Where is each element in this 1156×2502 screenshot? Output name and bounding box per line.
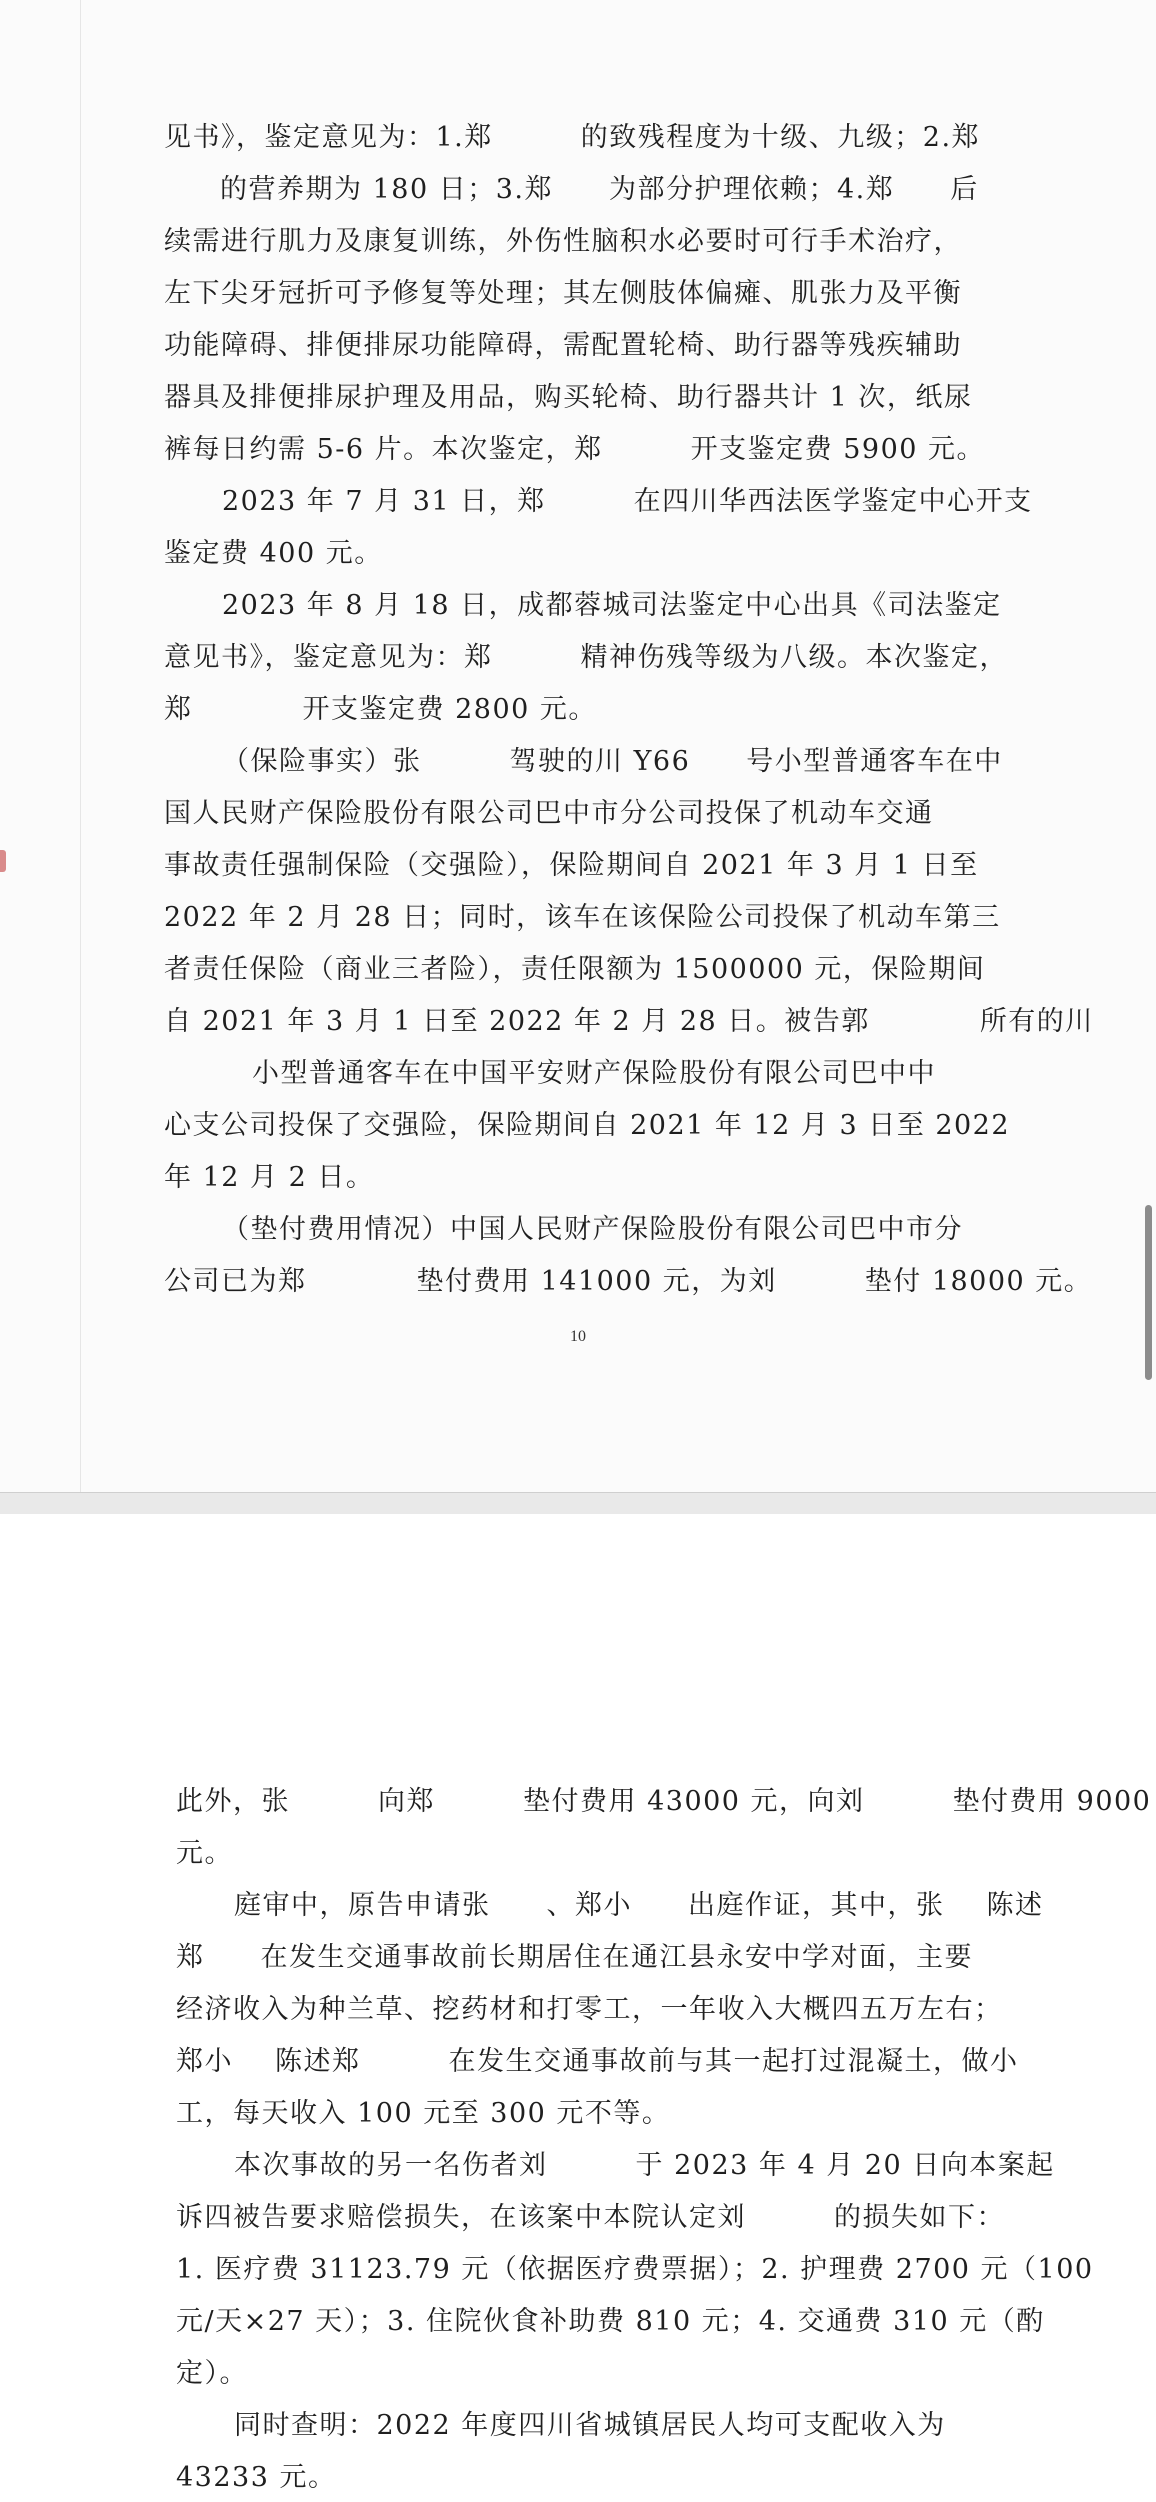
page1-line-18: 自 2021 年 3 月 1 日至 2022 年 2 月 28 日。被告郭 所有的川: [164, 1006, 1094, 1037]
page2-line-6: 郑小 陈述郑 在发生交通事故前与其一起打过混凝土，做小: [176, 2046, 1019, 2077]
page1-line-10: 2023 年 8 月 18 日，成都蓉城司法鉴定中心出具《司法鉴定: [222, 590, 1002, 621]
page2-line-3: 庭审中，原告申请张 、郑小 出庭作证，其中，张 陈述: [234, 1890, 1044, 1921]
page-separator: [0, 1492, 1156, 1516]
margin-mark: [0, 850, 6, 872]
page2-line-4: 郑 在发生交通事故前长期居住在通江县永安中学对面，主要: [176, 1942, 973, 1973]
page1-line-2: 的营养期为 180 日；3.郑 为部分护理依赖；4.郑 后: [220, 174, 979, 205]
page1-line-19: 小型普通客车在中国平安财产保险股份有限公司巴中中: [252, 1058, 936, 1089]
page1-line-22: （垫付费用情况）中国人民财产保险股份有限公司巴中市分: [222, 1214, 963, 1245]
page1-line-12: 郑 开支鉴定费 2800 元。: [164, 694, 597, 725]
vertical-scrollbar[interactable]: [1145, 1205, 1152, 1380]
page-edge-line: [80, 0, 81, 1492]
page1-line-3: 续需进行肌力及康复训练，外伤性脑积水必要时可行手术治疗，: [164, 226, 962, 257]
page1-line-16: 2022 年 2 月 28 日；同时，该车在该保险公司投保了机动车第三: [164, 902, 1001, 933]
page2-line-8: 本次事故的另一名伤者刘 于 2023 年 4 月 20 日向本案起: [234, 2150, 1055, 2181]
page2-line-9: 诉四被告要求赔偿损失，在该案中本院认定刘 的损失如下：: [176, 2202, 1005, 2233]
page2-line-2: 元。: [176, 1838, 233, 1869]
page1-line-13: （保险事实）张 驾驶的川 Y66 号小型普通客车在中: [222, 746, 1003, 777]
page1-line-23: 公司已为郑 垫付费用 141000 元，为刘 垫付 18000 元。: [164, 1266, 1093, 1297]
page2-line-13: 同时查明：2022 年度四川省城镇居民人均可支配收入为: [234, 2410, 946, 2441]
page1-line-4: 左下尖牙冠折可予修复等处理；其左侧肢体偏瘫、肌张力及平衡: [164, 278, 962, 309]
page1-line-17: 者责任保险（商业三者险），责任限额为 1500000 元，保险期间: [164, 954, 986, 985]
page2-line-1: 此外，张 向郑 垫付费用 43000 元，向刘 垫付费用 9000: [176, 1786, 1152, 1817]
page2-line-5: 经济收入为种兰草、挖药材和打零工，一年收入大概四五万左右；: [176, 1994, 1003, 2025]
document-page-2: [0, 1514, 1156, 2502]
page2-line-10: 1. 医疗费 31123.79 元（依据医疗费票据）；2. 护理费 2700 元（100: [176, 2254, 1094, 2285]
page2-line-11: 元/天×27 天）；3. 住院伙食补助费 810 元；4. 交通费 310 元（酌: [176, 2306, 1045, 2337]
page1-line-20: 心支公司投保了交强险，保险期间自 2021 年 12 月 3 日至 2022: [164, 1110, 1011, 1141]
page2-line-14: 43233 元。: [176, 2462, 337, 2493]
page2-line-12: 定）。: [176, 2358, 248, 2389]
page1-line-7: 裤每日约需 5-6 片。本次鉴定，郑 开支鉴定费 5900 元。: [164, 434, 986, 465]
page2-line-7: 工，每天收入 100 元至 300 元不等。: [176, 2098, 671, 2129]
page1-line-21: 年 12 月 2 日。: [164, 1162, 375, 1193]
page1-line-11: 意见书》，鉴定意见为：郑 精神伤残等级为八级。本次鉴定，: [164, 642, 1008, 673]
page1-line-6: 器具及排便排尿护理及用品，购买轮椅、助行器共计 1 次，纸尿: [164, 382, 973, 413]
page1-line-5: 功能障碍、排便排尿功能障碍，需配置轮椅、助行器等残疾辅助: [164, 330, 962, 361]
page1-line-8: 2023 年 7 月 31 日，郑 在四川华西法医学鉴定中心开支: [222, 486, 1033, 517]
page1-line-15: 事故责任强制保险（交强险），保险期间自 2021 年 3 月 1 日至: [164, 850, 979, 881]
page1-line-1: 见书》，鉴定意见为：1.郑 的致残程度为十级、九级；2.郑: [164, 122, 981, 153]
page1-line-14: 国人民财产保险股份有限公司巴中市分公司投保了机动车交通: [164, 798, 934, 829]
page1-line-9: 鉴定费 400 元。: [164, 538, 383, 569]
page-number: 10: [570, 1328, 586, 1345]
